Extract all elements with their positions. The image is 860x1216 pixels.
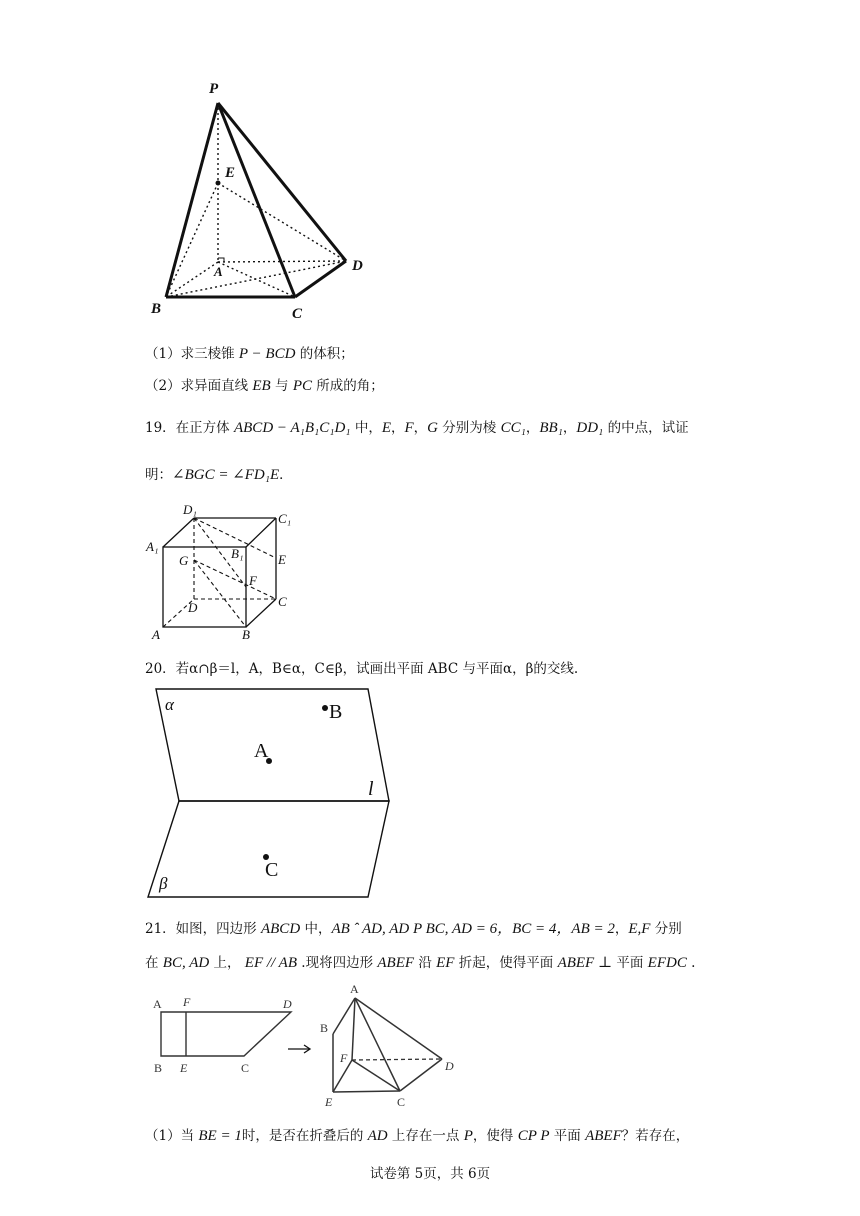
- plane-alpha-label: α: [165, 695, 174, 714]
- q18-part2: （2）求异面直线 EB 与 PC 所成的角；: [145, 378, 384, 394]
- fold-left-C: C: [241, 1061, 250, 1075]
- q21-part1: （1）当 BE = 1时，是否在折叠后的 AD 上存在一点 P，使得 CP P 平面 ABEF？若存在，: [145, 1128, 690, 1144]
- label-C: C: [292, 306, 303, 322]
- fold-right-F: F: [340, 1051, 348, 1065]
- fold-right-E: E: [325, 1095, 333, 1109]
- fold-right-B: B: [320, 1021, 329, 1035]
- point-C-label: C: [265, 859, 279, 881]
- label-E: E: [225, 165, 236, 181]
- pyramid-figure: [140, 75, 380, 325]
- q18-part1: （1）求三棱锥 P − BCD 的体积；: [145, 346, 354, 362]
- cube-label-C1: C₁: [278, 511, 292, 526]
- q20-text: 20．若α∩β＝l，A，B∈α，C∈β，试画出平面 ABC 与平面α，β的交线.: [145, 661, 579, 677]
- cube-label-D1: D₁: [183, 502, 197, 517]
- fold-right-C: C: [397, 1095, 406, 1109]
- point-A-label: A: [254, 740, 269, 762]
- label-D: D: [352, 258, 363, 274]
- cube-label-B: B: [242, 627, 250, 642]
- cube-label-D: D: [188, 600, 198, 615]
- label-P: P: [209, 81, 219, 97]
- fold-left-F: F: [183, 995, 191, 1009]
- cube-label-C: C: [278, 594, 287, 609]
- fold-figure: [140, 980, 470, 1110]
- label-B: B: [151, 301, 162, 317]
- plane-beta-label: β: [159, 874, 168, 893]
- cube-label-A: A: [152, 627, 160, 642]
- cube-label-A1: A₁: [146, 539, 159, 554]
- fold-left-D: D: [283, 997, 292, 1011]
- q21-line1: 21．如图，四边形 ABCD 中，AB ˆ AD, AD P BC, AD = 6，BC = 4，AB = 2，E,F 分别: [145, 921, 682, 937]
- fold-left-B: B: [154, 1061, 163, 1075]
- q19-line1: 19．在正方体 ABCD − A₁B₁C₁D₁ 中，E，F，G 分别为棱 CC₁，BB₁，DD₁ 的中点，试证: [145, 420, 689, 436]
- fold-left-A: A: [153, 997, 162, 1011]
- planes-figure: [140, 685, 400, 900]
- point-B-label: B: [329, 701, 343, 723]
- fold-right-D: D: [445, 1059, 454, 1073]
- q19-line2: 明：∠BGC = ∠FD₁E．: [145, 467, 293, 483]
- fold-left-E: E: [180, 1061, 188, 1075]
- cube-figure: [140, 500, 300, 645]
- line-l-label: l: [368, 778, 374, 800]
- cube-label-E: E: [278, 552, 286, 567]
- fold-right-A: A: [350, 982, 359, 996]
- page-footer: 试卷第 5页，共 6页: [369, 1166, 491, 1182]
- cube-label-B1: B₁: [231, 546, 244, 561]
- cube-label-G: G: [179, 553, 189, 568]
- label-A: A: [214, 264, 223, 279]
- q21-line2: 在 BC, AD 上， EF // AB .现将四边形 ABEF 沿 EF 折起，使得平面 ABEF ⊥ 平面 EFDC .: [145, 955, 696, 971]
- cube-label-F: F: [249, 573, 257, 588]
